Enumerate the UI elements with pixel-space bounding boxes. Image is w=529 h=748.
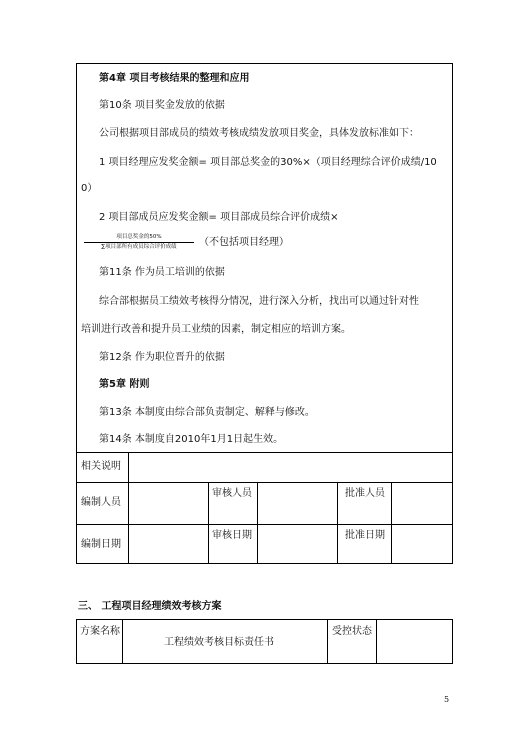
review-date-label: 审核日期 (212, 530, 252, 541)
plan-name-label: 方案名称 (80, 626, 120, 637)
formula1-line1: 1 项目经理应发奖金额= 项目部总奖金的30%×（项目经理综合评价成绩/10 (99, 157, 437, 168)
article10-title: 第10条 项目奖金发放的依据 (99, 100, 225, 111)
article14: 第14条 本制度自2010年1月1日起生效。 (99, 434, 284, 445)
table-column-line (208, 482, 209, 564)
article11-line1: 综合部根据员工绩效考核得分情况，进行深入分析，找出可以通过针对性 (99, 296, 419, 307)
table-divider (76, 482, 453, 483)
reviewer-label: 审核人员 (212, 488, 252, 499)
article11-title: 第11条 作为员工培训的依据 (99, 267, 225, 278)
section3-title: 三、 工程项目经理绩效考核方案 (78, 601, 222, 612)
fraction-denominator: ∑项目部所有成员综合评价成绩 (101, 244, 177, 250)
chapter4-title: 第4章 项目考核结果的整理和应用 (99, 73, 250, 84)
fraction-note: （不包括项目经理） (199, 237, 289, 248)
compile-date-label: 编制日期 (81, 539, 121, 550)
fraction-bar (84, 242, 194, 243)
related-notes-label: 相关说明 (81, 461, 121, 472)
article12-title: 第12条 作为职位晋升的依据 (99, 352, 225, 363)
article13: 第13条 本制度由综合部负责制定、解释与修改。 (99, 407, 315, 418)
table-column-line (122, 619, 123, 664)
table-column-line (337, 482, 338, 564)
table-column-line (376, 619, 377, 664)
compiler-label: 编制人员 (81, 497, 121, 508)
table-column-line (257, 482, 258, 564)
article11-line2: 培训进行改善和提升员工业绩的因素，制定相应的培训方案。 (81, 324, 351, 335)
table-column-line (391, 482, 392, 564)
formula1-line2: 0） (81, 183, 98, 194)
table-divider (76, 524, 453, 525)
chapter5-title: 第5章 附则 (99, 379, 150, 390)
control-status-label: 受控状态 (332, 626, 372, 637)
fraction-numerator: 项目总奖金的50% (116, 234, 162, 240)
approve-date-label: 批准日期 (345, 530, 385, 541)
article10-text: 公司根据项目部成员的绩效考核成绩发放项目奖金，具体发放标准如下： (99, 128, 419, 139)
bonus-fraction (84, 234, 194, 251)
page-number: 5 (444, 695, 450, 704)
formula2: 2 项目部成员应发奖金额= 项目部成员综合评价成绩× (99, 212, 339, 223)
table-column-line (128, 452, 129, 564)
table-divider (76, 452, 453, 453)
approver-label: 批准人员 (345, 488, 385, 499)
table-column-line (327, 619, 328, 664)
plan-name-value: 工程绩效考核目标责任书 (164, 637, 274, 648)
